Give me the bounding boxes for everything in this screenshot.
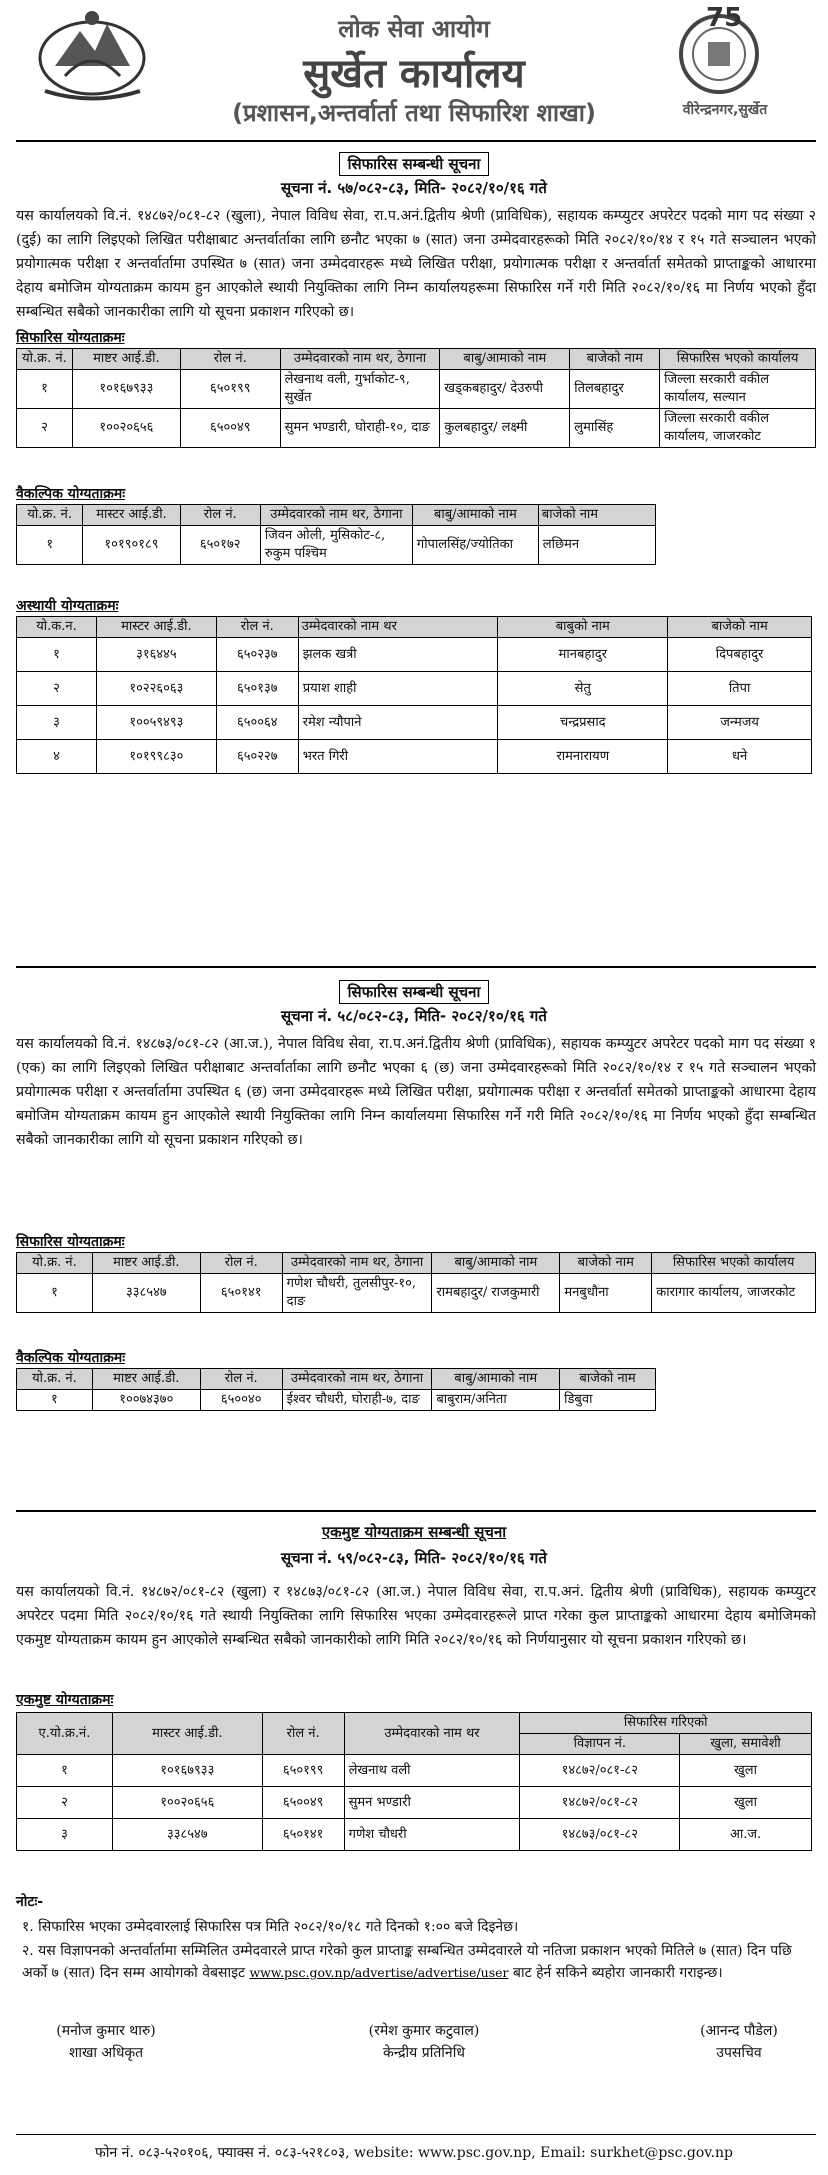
notice1-rec-label: सिफारिस योग्यताक्रमः	[16, 330, 125, 346]
table-cell: ४	[17, 740, 97, 774]
table-cell: १००२०६५६	[72, 409, 180, 448]
col-header: माष्टर आई.डी.	[72, 349, 180, 370]
notice1-alt-label: वैकल्पिक योग्यताक्रमः	[16, 486, 126, 502]
col-header: रोल नं.	[200, 1369, 282, 1390]
col-header: बाबु/आमाको नाम	[432, 1253, 560, 1274]
notes-heading: नोटः-	[16, 1894, 44, 1910]
consolidated-merit-table	[16, 1712, 812, 1851]
section-divider	[16, 1510, 816, 1512]
col-header: यो.क्र. नं.	[17, 349, 73, 370]
table-cell: सुमन भण्डारी, घोराही-१०, दाङ	[280, 409, 440, 448]
col-header: बाबुको नाम	[498, 617, 668, 638]
notice1-alternate-table	[16, 504, 656, 565]
notice2-alternate-table	[16, 1368, 656, 1411]
table-row	[17, 1819, 812, 1851]
table-cell: गणेश चौधरी	[344, 1819, 520, 1851]
col-header: बाजेको नाम	[538, 505, 655, 526]
col-header: मास्टर आई.डी.	[83, 505, 180, 526]
table-row	[17, 526, 656, 565]
col-header: उम्मेदवारको नाम थर	[298, 617, 498, 638]
table-cell: लछिमन	[538, 526, 655, 565]
table-cell: १	[17, 526, 83, 565]
col-header: सिफारिस भएको कार्यालय	[660, 349, 816, 370]
table-cell: ६५००४९	[180, 409, 280, 448]
col-header: उम्मेदवारको नाम थर, ठेगाना	[260, 505, 412, 526]
table-cell: ३	[17, 706, 97, 740]
table-cell: ६५०२२७	[216, 740, 298, 774]
contact-footer: फोन नं. ०८३-५२०१०६, फ्याक्स नं. ०८३-५२१८०३, website: www.psc.gov.np, Email: surkhet@psc.gov.np	[95, 2145, 733, 2161]
table-cell: १०१६७९३३	[72, 370, 180, 409]
table-cell: तिपा	[668, 672, 812, 706]
table-cell: ६५०१४१	[262, 1819, 344, 1851]
notice3-table-label: एकमुष्ट योग्यताक्रमः	[16, 1692, 114, 1708]
table-cell: लेखनाथ वली	[344, 1755, 520, 1787]
table-cell: ६५०२३७	[216, 638, 298, 672]
notice2-rec-label: सिफारिस योग्यताक्रमः	[16, 1234, 125, 1250]
table-cell: तिलबहादुर	[570, 370, 660, 409]
table-cell: १०१६७९३३	[112, 1755, 262, 1787]
notice3-title: एकमुष्ट योग्यताक्रम सम्बन्धी सूचना	[321, 1523, 507, 1541]
anniversary-number: 75	[706, 6, 743, 33]
table-cell: खड्कबहादुर/ देउरुपी	[440, 370, 570, 409]
notice2-title: सिफारिस सम्बन्धी सूचना	[0, 980, 828, 1004]
col-header: रोल नं.	[216, 617, 298, 638]
table-cell: लेखनाथ वली, गुर्भाकोट-९, सुर्खेत	[280, 370, 440, 409]
col-header: उम्मेदवारको नाम थर, ठेगाना	[282, 1369, 432, 1390]
header-row	[17, 1253, 816, 1274]
col-header: यो.क.न.	[17, 617, 97, 638]
section-name: (प्रशासन,अन्तर्वार्ता तथा सिफारिश शाखा)	[232, 99, 596, 127]
table-cell: ६५००४०	[200, 1390, 282, 1411]
signature-block: (रमेश कुमार कटुवाल) केन्द्रीय प्रतिनिधि	[368, 2023, 480, 2061]
table-row	[17, 1274, 816, 1313]
notice1-recommendation-table	[16, 348, 816, 448]
header-divider	[16, 140, 816, 142]
table-cell: बाबुराम/अनिता	[432, 1390, 560, 1411]
header-row	[17, 1713, 812, 1734]
col-header: विज्ञापन नं.	[520, 1734, 680, 1755]
table-cell: ६५००४९	[262, 1787, 344, 1819]
table-cell: २	[17, 672, 97, 706]
col-header: मास्टर आई.डी.	[112, 1713, 262, 1755]
header-row	[17, 505, 656, 526]
table-cell: ६५०१३७	[216, 672, 298, 706]
table-cell: १४८७२/०८१-८२	[520, 1787, 680, 1819]
col-header: ए.यो.क्र.नं.	[17, 1713, 113, 1755]
table-cell: रमेश न्यौपाने	[298, 706, 498, 740]
col-header: रोल नं.	[180, 349, 280, 370]
col-header: उम्मेदवारको नाम थर, ठेगाना	[280, 349, 440, 370]
table-cell: खुला	[680, 1755, 812, 1787]
table-cell: ६५०१९९	[180, 370, 280, 409]
col-header: बाबु/आमाको नाम	[440, 349, 570, 370]
table-row	[17, 1787, 812, 1819]
col-header: यो.क्र. नं.	[17, 505, 83, 526]
table-row	[17, 1390, 656, 1411]
table-cell: कुलबहादुर/ लक्ष्मी	[440, 409, 570, 448]
col-header: खुला, समावेशी	[680, 1734, 812, 1755]
table-cell: मनबुधौना	[560, 1274, 652, 1313]
table-row	[17, 370, 816, 409]
notice2-number: सूचना नं. ५८/०८२-८३, मिति- २०८२/१०/१६ गते	[281, 1007, 547, 1025]
table-cell: भरत गिरी	[298, 740, 498, 774]
anniversary-emblem-icon	[672, 6, 767, 96]
table-cell: जिवन ओली, मुसिकोट-८, रुकुम पश्चिम	[260, 526, 412, 565]
footer-divider	[16, 2134, 816, 2135]
col-header: सिफारिस गरिएको	[520, 1713, 812, 1734]
table-cell: खुला	[680, 1787, 812, 1819]
table-cell: १०२२६०६३	[96, 672, 216, 706]
table-cell: कारागार कार्यालय, जाजरकोट	[652, 1274, 816, 1313]
notice1-temporary-table	[16, 616, 812, 774]
table-cell: १	[17, 638, 97, 672]
col-header: यो.क्र. नं.	[17, 1369, 93, 1390]
header-row	[17, 1369, 656, 1390]
table-cell: १	[17, 1755, 113, 1787]
table-cell: २	[17, 409, 73, 448]
note-item-2: २. यस विज्ञापनको अन्तर्वार्तामा सम्मिलित उम्मेदवारले प्राप्त गरेको कुल प्राप्ताङ्क सम्बन्धित उम्मेदवारले यो नतिजा प्रकाशन भएको मितिले ७ (सात) दिन पछि अर्को ७ (सात) दिन सम्म आयोगको वेबसाइट www.psc.gov.np/advertise/advertise/user बाट हेर्न सकिने ब्यहोरा जानकारी गराइन्छ।	[22, 1943, 792, 1981]
table-cell: १	[17, 1274, 93, 1313]
table-cell: ३१६४४५	[96, 638, 216, 672]
col-header: उम्मेदवारको नाम थर	[344, 1713, 520, 1755]
table-cell: १००७४३७०	[92, 1390, 200, 1411]
table-cell: मानबहादुर	[498, 638, 668, 672]
table-cell: सेतु	[498, 672, 668, 706]
note-item-1: १. सिफारिस भएका उम्मेदवारलाई सिफारिस पत्र मिति २०८२/१०/१८ गते दिनको १:०० बजे दिइनेछ।	[22, 1919, 519, 1935]
table-cell: गोपालसिंह/ज्योतिका	[412, 526, 538, 565]
notice1-body: यस कार्यालयको वि.नं. १४८७२/०८१-८२ (खुला), नेपाल विविध सेवा, रा.प.अनं.द्वितीय श्रेणी (प्राविधिक), सहायक कम्प्युटर अपरेटर पदको माग पद संख्या २ (दुई) का लागि लिइएको लिखित परीक्षाबाट अन्तर्वार्ताका लागि छनौट भएका ७ (सात) जना उम्मेदवारहरूको मिति २०८२/१०/१४ र १५ गते सञ्चालन भएको प्रयोगात्मक परीक्षा र अन्तर्वार्तामा उपस्थित ७ (सात) जना उम्मेदवारहरू मध्ये लिखित परीक्षा, प्रयोगात्मक परीक्षा र अन्तर्वार्ता समेतको प्राप्ताङ्कको आधारमा देहाय बमोजिम योग्यताक्रम कायम हुन आएकोले स्थायी नियुक्तिका लागि निम्न कार्यालयहरूमा सिफारिस गर्ने गरी मिति २०८२/१०/१६ मा निर्णय भएको हुँदा सम्बन्धित सबैको जानकारीका लागि यो सूचना प्रकाशन गरिएको छ।	[16, 208, 816, 320]
table-cell: ३३८५४७	[92, 1274, 200, 1313]
table-cell: ३३८५४७	[112, 1819, 262, 1851]
table-cell: जिल्ला सरकारी वकील कार्यालय, सल्यान	[660, 370, 816, 409]
col-header: यो.क्र. नं.	[17, 1253, 93, 1274]
table-cell: दिपबहादुर	[668, 638, 812, 672]
table-cell: ६५०१७२	[180, 526, 260, 565]
table-cell: जिल्ला सरकारी वकील कार्यालय, जाजरकोट	[660, 409, 816, 448]
table-row	[17, 638, 812, 672]
table-cell: आ.ज.	[680, 1819, 812, 1851]
table-cell: ६५०१४१	[200, 1274, 282, 1313]
col-header: माष्टर आई.डी.	[92, 1253, 200, 1274]
notice3-number: सूचना नं. ५९/०८२-८३, मिति- २०८२/१०/१६ गते	[281, 1549, 547, 1567]
nepal-emblem-icon	[35, 6, 150, 101]
table-cell: १००५९४९३	[96, 706, 216, 740]
table-cell: लुमासिंह	[570, 409, 660, 448]
col-header: बाजेको नाम	[570, 349, 660, 370]
col-header: रोल नं.	[180, 505, 260, 526]
table-cell: रामबहादुर/ राजकुमारी	[432, 1274, 560, 1313]
table-cell: २	[17, 1787, 113, 1819]
table-cell: १००२०६५६	[112, 1787, 262, 1819]
notice2-recommendation-table	[16, 1252, 816, 1313]
notice1-title: सिफारिस सम्बन्धी सूचना	[0, 152, 828, 176]
header-row	[17, 617, 812, 638]
table-row	[17, 672, 812, 706]
letterhead	[0, 0, 828, 140]
table-cell: ६५०१९९	[262, 1755, 344, 1787]
table-cell: १	[17, 1390, 93, 1411]
location-caption: वीरेन्द्रनगर,सुर्खेत	[682, 102, 768, 118]
signature-block: (मनोज कुमार थारु) शाखा अधिकृत	[56, 2023, 156, 2061]
commission-name: लोक सेवा आयोग	[338, 15, 490, 43]
office-name: सुर्खेत कार्यालय	[303, 51, 525, 97]
table-cell: झलक खत्री	[298, 638, 498, 672]
table-cell: १०१९९८३०	[96, 740, 216, 774]
table-cell: ६५००६४	[216, 706, 298, 740]
table-row	[17, 1755, 812, 1787]
table-cell: प्रयाश शाही	[298, 672, 498, 706]
col-header: बाबु/आमाको नाम	[412, 505, 538, 526]
col-header: उम्मेदवारको नाम थर, ठेगाना	[282, 1253, 432, 1274]
table-cell: जन्मजय	[668, 706, 812, 740]
col-header: मास्टर आई.डी.	[96, 617, 216, 638]
notice2-alt-label: वैकल्पिक योग्यताक्रमः	[16, 1350, 126, 1366]
col-header: माष्टर आई.डी.	[92, 1369, 200, 1390]
col-header: बाबु/आमाको नाम	[432, 1369, 560, 1390]
table-cell: सुमन भण्डारी	[344, 1787, 520, 1819]
col-header: बाजेको नाम	[560, 1253, 652, 1274]
table-cell: गणेश चौधरी, तुलसीपुर-१०, दाङ	[282, 1274, 432, 1313]
notice2-body: यस कार्यालयको वि.नं. १४८७३/०८१-८२ (आ.ज.), नेपाल विविध सेवा, रा.प.अनं.द्वितीय श्रेणी (प्राविधिक), सहायक कम्प्युटर अपरेटर पदको माग पद संख्या १ (एक) का लागि लिइएको लिखित परीक्षाबाट अन्तर्वार्ताका लागि छनौट भएका ६ (छ) जना उम्मेदवारहरूको मिति २०८२/१०/१४ र १५ गते सञ्चालन भएको प्रयोगात्मक परीक्षा र अन्तर्वार्तामा उपस्थित ६ (छ) जना उम्मेदवारहरू मध्ये लिखित परीक्षा, प्रयोगात्मक परीक्षा र अन्तर्वार्ता समेतको प्राप्ताङ्कको आधारमा देहाय बमोजिम योग्यताक्रम कायम हुन आएकोले स्थायी नियुक्तिका लागि निम्न कार्यालयमा सिफारिस गर्ने गरी मिति २०८२/१०/१६ मा निर्णय भएको हुँदा सम्बन्धित सबैको जानकारीका लागि यो सूचना प्रकाशन गरिएको छ।	[16, 1036, 816, 1148]
signature-block: (आनन्द पौडेल) उपसचिव	[700, 2023, 778, 2061]
table-cell: ३	[17, 1819, 113, 1851]
table-cell: १	[17, 370, 73, 409]
table-cell: चन्द्रप्रसाद	[498, 706, 668, 740]
table-row	[17, 409, 816, 448]
col-header: बाजेको नाम	[560, 1369, 656, 1390]
table-cell: १०१९०१८९	[83, 526, 180, 565]
col-header: सिफारिस भएको कार्यालय	[652, 1253, 816, 1274]
table-cell: १४८७३/०८१-८२	[520, 1819, 680, 1851]
notice1-temp-label: अस्थायी योग्यताक्रमः	[16, 598, 119, 614]
section-divider	[16, 966, 816, 968]
notice3-body: यस कार्यालयको वि.नं. १४८७२/०८१-८२ (खुला) र १४८७३/०८१-८२ (आ.ज.) नेपाल विविध सेवा, रा.प.अनं. द्वितीय श्रेणी (प्राविधिक), सहायक कम्प्युटर अपरेटर पदमा मिति २०८२/१०/१६ गते स्थायी नियुक्तिका लागि सिफारिस भएका उम्मेदवारहरूले प्राप्त गरेका कुल प्राप्ताङ्कको आधारमा देहाय बमोजिमको एकमुष्ट योग्यताक्रम कायम हुन आएकोले सम्बन्धित सबैको जानकारीको लागि मिति २०८२/१०/१६ को निर्णयानुसार यो सूचना प्रकाशन गरिएको छ।	[16, 1584, 816, 1648]
col-header: बाजेको नाम	[668, 617, 812, 638]
results-link[interactable]: www.psc.gov.np/advertise/advertise/user	[249, 1965, 509, 1980]
notice1-number: सूचना नं. ५७/०८२-८३, मिति- २०८२/१०/१६ गते	[281, 179, 547, 197]
header-row	[17, 349, 816, 370]
col-header: रोल नं.	[200, 1253, 282, 1274]
table-row	[17, 706, 812, 740]
table-cell: धने	[668, 740, 812, 774]
table-cell: डिबुवा	[560, 1390, 656, 1411]
table-cell: रामनारायण	[498, 740, 668, 774]
table-row	[17, 740, 812, 774]
col-header: रोल नं.	[262, 1713, 344, 1755]
table-cell: १४८७२/०८१-८२	[520, 1755, 680, 1787]
table-cell: ईश्वर चौधरी, घोराही-७, दाङ	[282, 1390, 432, 1411]
